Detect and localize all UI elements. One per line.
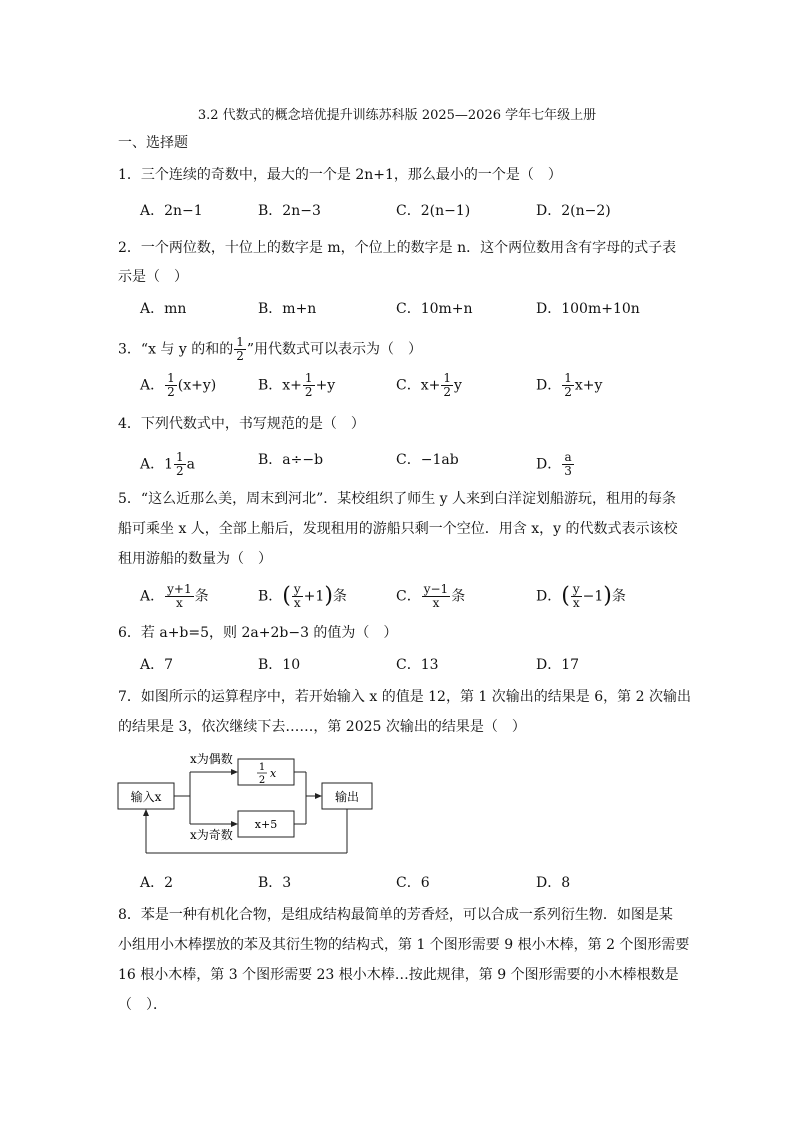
question-5-stem-line2: 船可乘坐 x 人，全部上船后，发现租用的游船只剩一个空位．用含 x，y 的代数式表示该校 [118, 521, 678, 537]
q4-option-d-label: D． [536, 456, 562, 473]
half-fraction [562, 372, 574, 399]
question-8-stem-line4: （ ）． [118, 997, 167, 1013]
fraction-denominator: 2 [236, 349, 244, 363]
left-paren: ( [282, 583, 291, 609]
q7-option-c[interactable]: C．6 [396, 875, 430, 891]
half-fraction [174, 451, 186, 478]
q3-option-a[interactable] [140, 372, 216, 399]
left-paren: ( [561, 583, 570, 609]
question-3-stem [118, 336, 422, 363]
q2-option-a[interactable]: A．mn [140, 301, 187, 317]
half-box [238, 759, 294, 785]
q5-option-c-label: C． [396, 588, 421, 605]
even-label: x为偶数 [190, 752, 233, 766]
arrow-head [231, 821, 238, 827]
q5-option-c[interactable] [396, 583, 465, 610]
half-fraction [303, 372, 315, 399]
q5-option-b[interactable] [258, 583, 347, 610]
q4-option-d[interactable] [536, 451, 575, 478]
q7-option-d[interactable]: D．8 [536, 875, 571, 891]
question-1-stem: 1．三个连续的奇数中，最大的一个是 2n+1，那么最小的一个是（ ） [118, 167, 562, 183]
q7-option-a[interactable]: A．2 [140, 875, 174, 891]
question-7-stem-line2: 的结果是 3，依次继续下去……，第 2025 次输出的结果是（ ） [118, 719, 526, 735]
input-label: 输入x [130, 790, 162, 804]
q5-option-b-unit: 条 [332, 588, 347, 605]
q5-option-d-unit: 条 [611, 588, 626, 605]
question-8-stem-line2: 小组用小木棒摆放的苯及其衍生物的结构式，第 1 个图形需要 9 根小木棒，第 2 个图形需要 [118, 937, 690, 953]
fraction-numerator: y+1 [167, 582, 192, 596]
q4-option-c[interactable]: C．−1ab [396, 452, 459, 468]
fraction-denominator: 2 [176, 464, 184, 478]
q6-option-c[interactable]: C．13 [396, 657, 439, 673]
q3-option-b-label: B．x+ [258, 377, 302, 394]
operation-flowchart [110, 745, 380, 860]
half-numerator: 1 [258, 762, 266, 773]
q5-option-a[interactable] [140, 583, 209, 610]
fraction-denominator: 3 [564, 464, 572, 478]
fraction-numerator: 1 [167, 371, 175, 385]
fraction-numerator: y [293, 582, 301, 596]
q3-option-c-expr: y [453, 377, 462, 394]
fraction-numerator: 1 [564, 371, 572, 385]
q4-option-a-label: A．1 [140, 456, 174, 473]
fraction-numerator: 1 [236, 335, 244, 349]
a-over-3-fraction [562, 451, 574, 478]
q3-half-fraction [234, 336, 246, 363]
q3-option-d[interactable] [536, 372, 602, 399]
output-label: 输出 [334, 790, 360, 804]
fraction-numerator: y−1 [423, 582, 449, 596]
q3-option-b-expr: +y [315, 377, 336, 394]
fraction-denominator: x [293, 596, 301, 610]
question-2-stem-line2: 示是（ ） [118, 269, 188, 285]
fraction-numerator: a [562, 451, 574, 465]
fraction-numerator: 1 [443, 371, 451, 385]
question-2-stem-line1: 2．一个两位数，十位上的数字是 m，个位上的数字是 n．这个两位数用含有字母的式子表 [118, 240, 677, 256]
arrow-head [143, 809, 149, 816]
fraction [165, 583, 193, 610]
q4-option-b[interactable]: B．a÷−b [258, 452, 324, 468]
half-variable: x [270, 767, 277, 780]
question-8-stem-line1: 8．苯是一种有机化合物，是组成结构最简单的芳香烃，可以合成一系列衍生物．如图是某 [118, 907, 673, 923]
q2-option-b[interactable]: B．m+n [258, 301, 317, 317]
fraction-denominator: 2 [564, 385, 572, 399]
fraction [422, 583, 450, 610]
fraction-denominator: 2 [167, 385, 175, 399]
q2-option-c[interactable]: C．10m+n [396, 301, 473, 317]
q3-option-c[interactable] [396, 372, 462, 399]
q5-option-c-unit: 条 [451, 588, 466, 605]
q5-option-d-minus: −1 [582, 588, 604, 605]
arrow-head [315, 793, 322, 799]
q4-option-a[interactable] [140, 451, 195, 478]
question-8-stem-line3: 16 根小木棒，第 3 个图形需要 23 根小木棒…按此规律，第 9 个图形需要的小木棒根数是 [118, 967, 679, 983]
q1-option-a[interactable]: A．2n−1 [140, 203, 203, 219]
q3-stem-pre: 3．“x 与 y 的和的 [118, 341, 234, 358]
plus5-label: x+5 [254, 818, 278, 831]
question-7-stem-line1: 7．如图所示的运算程序中，若开始输入 x 的值是 12，第 1 次输出的结果是 6，第 2 次输出 [118, 689, 691, 705]
q4-option-a-var: a [186, 456, 196, 473]
question-5-stem-line1: 5．“这么近那么美，周末到河北”．某校组织了师生 y 人来到白洋淀划船游玩，租用的每条 [118, 491, 677, 507]
fraction-denominator: 2 [304, 385, 313, 399]
fraction-numerator: 1 [304, 371, 313, 385]
q3-option-d-label: D． [536, 377, 562, 394]
right-paren: ) [603, 583, 612, 609]
fraction [571, 583, 582, 610]
q3-option-a-expr: (x+y) [177, 377, 217, 394]
q3-stem-post: ”用代数式可以表示为（ ） [246, 341, 423, 358]
q3-option-d-expr: x+y [574, 377, 603, 394]
fraction-numerator: 1 [176, 450, 184, 464]
arrow-head [231, 769, 238, 775]
half-denominator: 2 [258, 775, 266, 786]
page-title: 3.2 代数式的概念培优提升训练苏科版 2025—2026 学年七年级上册 [197, 108, 597, 123]
q1-option-b[interactable]: B．2n−3 [258, 203, 321, 219]
q7-option-b[interactable]: B．3 [258, 875, 292, 891]
right-paren: ) [324, 583, 333, 609]
question-4-stem: 4．下列代数式中，书写规范的是（ ） [118, 416, 365, 432]
q6-option-a[interactable]: A．7 [140, 657, 174, 673]
q6-option-b[interactable]: B．10 [258, 657, 301, 673]
fraction-denominator: 2 [443, 385, 451, 399]
q5-option-d-label: D． [536, 588, 562, 605]
question-6-stem: 6．若 a+b=5，则 2a+2b−3 的值为（ ） [118, 625, 398, 641]
q1-option-d[interactable]: D．2(n−2) [536, 203, 611, 219]
fraction-denominator: x [175, 596, 183, 610]
section-heading: 一、选择题 [118, 135, 188, 151]
q3-option-c-label: C．x+ [396, 377, 441, 394]
q2-option-d[interactable]: D．100m+10n [536, 301, 640, 317]
q5-option-d[interactable] [536, 583, 626, 610]
fraction-numerator: y [572, 582, 580, 596]
fraction-denominator: x [432, 596, 440, 610]
half-fraction [165, 372, 177, 399]
fraction [292, 583, 303, 610]
q5-option-b-label: B． [258, 588, 283, 605]
q6-option-d[interactable]: D．17 [536, 657, 580, 673]
fraction-denominator: x [572, 596, 580, 610]
odd-label: x为奇数 [190, 828, 233, 842]
q5-option-a-unit: 条 [194, 588, 209, 605]
q1-option-c[interactable]: C．2(n−1) [396, 203, 471, 219]
half-fraction [441, 372, 453, 399]
q3-option-b[interactable] [258, 372, 335, 399]
question-5-stem-line3: 租用游船的数量为（ ） [118, 551, 272, 567]
q5-option-a-label: A． [140, 588, 165, 605]
q5-option-b-plus: +1 [303, 588, 325, 605]
q3-option-a-label: A． [140, 377, 165, 394]
